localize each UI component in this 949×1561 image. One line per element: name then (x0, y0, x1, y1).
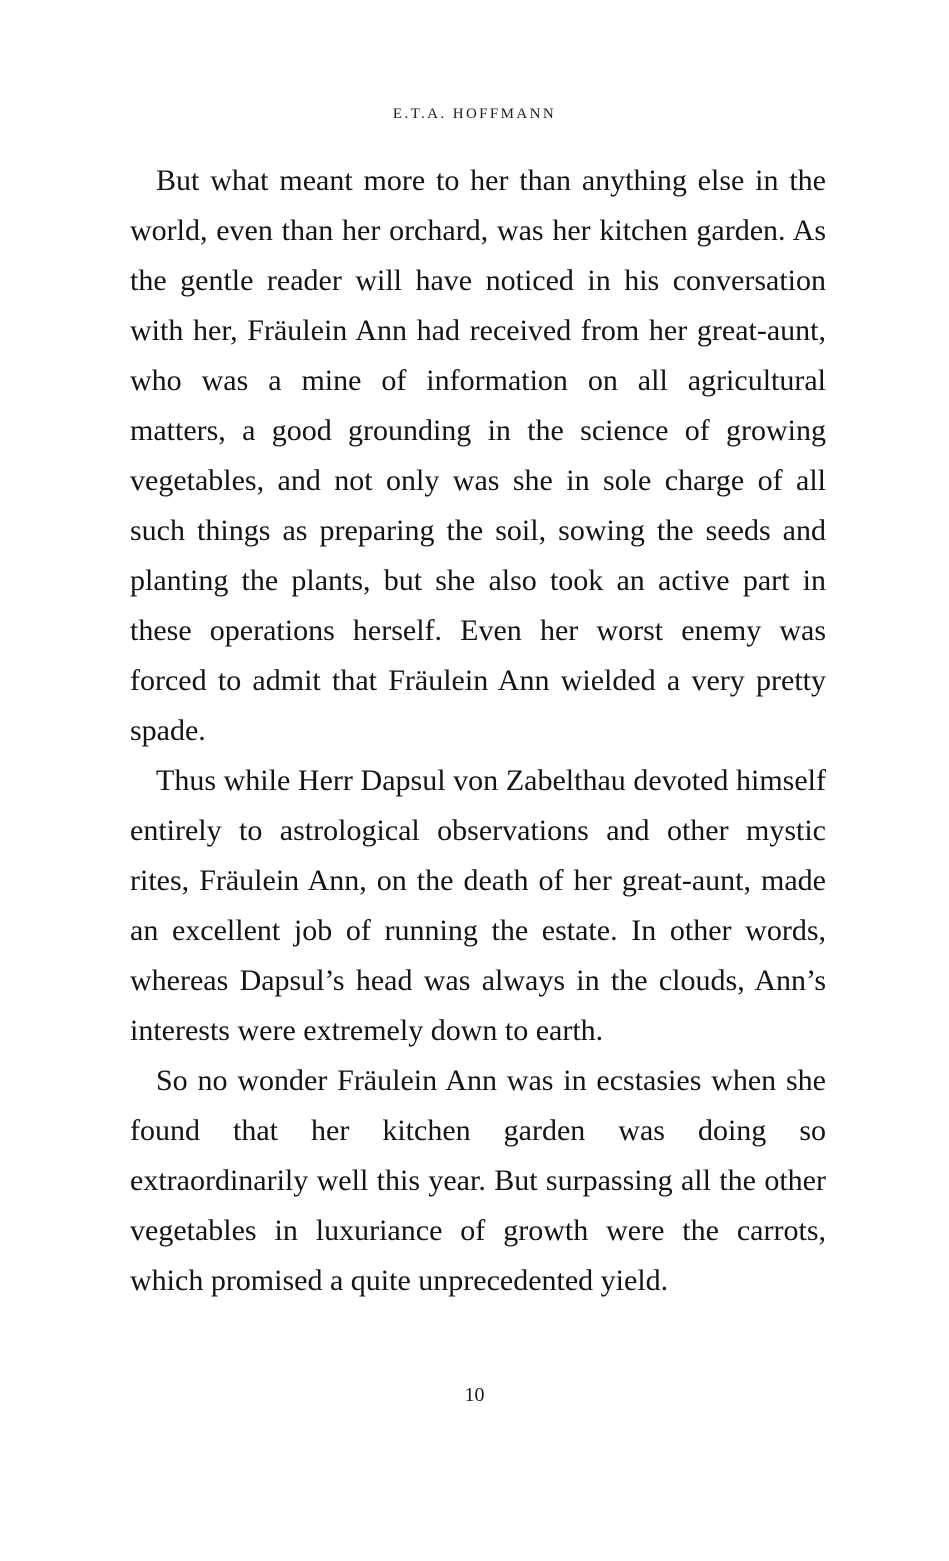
running-head: E.T.A. HOFFMANN (392, 106, 557, 122)
paragraph: But what meant more to her than anything else in the world, even than her orchard, was her kitchen garden. As the gentle reader will have noticed in his conversation with her, Fräulein Ann had received from her great-aunt, who was a mine of information on all agricultural matters, a good grounding in the science of growing vegetables, and not only was she in sole charge of all such things as preparing the soil, sowing the seeds and planting the plants, but she also took an active part in these operations herself. Even her worst enemy was forced to admit that Fräulein Ann wielded a very pretty spade. (130, 164, 826, 747)
body-text (130, 156, 826, 1306)
page-number: 10 (464, 1384, 485, 1406)
paragraph: Thus while Herr Dapsul von Zabelthau devoted himself entirely to astrological observations and other mystic rites, Fräulein Ann, on the death of her great-aunt, made an excellent job of running the estate. In other words, whereas Dapsul’s head was always in the clouds, Ann’s interests were extremely down to earth. (130, 764, 826, 1047)
paragraph: So no wonder Fräulein Ann was in ecstasies when she found that her kitchen garden was doing so extraordinarily well this year. But surpassing all the other vegetables in luxuriance of growth were the carrots, which promised a quite unprecedented yield. (130, 1064, 826, 1297)
